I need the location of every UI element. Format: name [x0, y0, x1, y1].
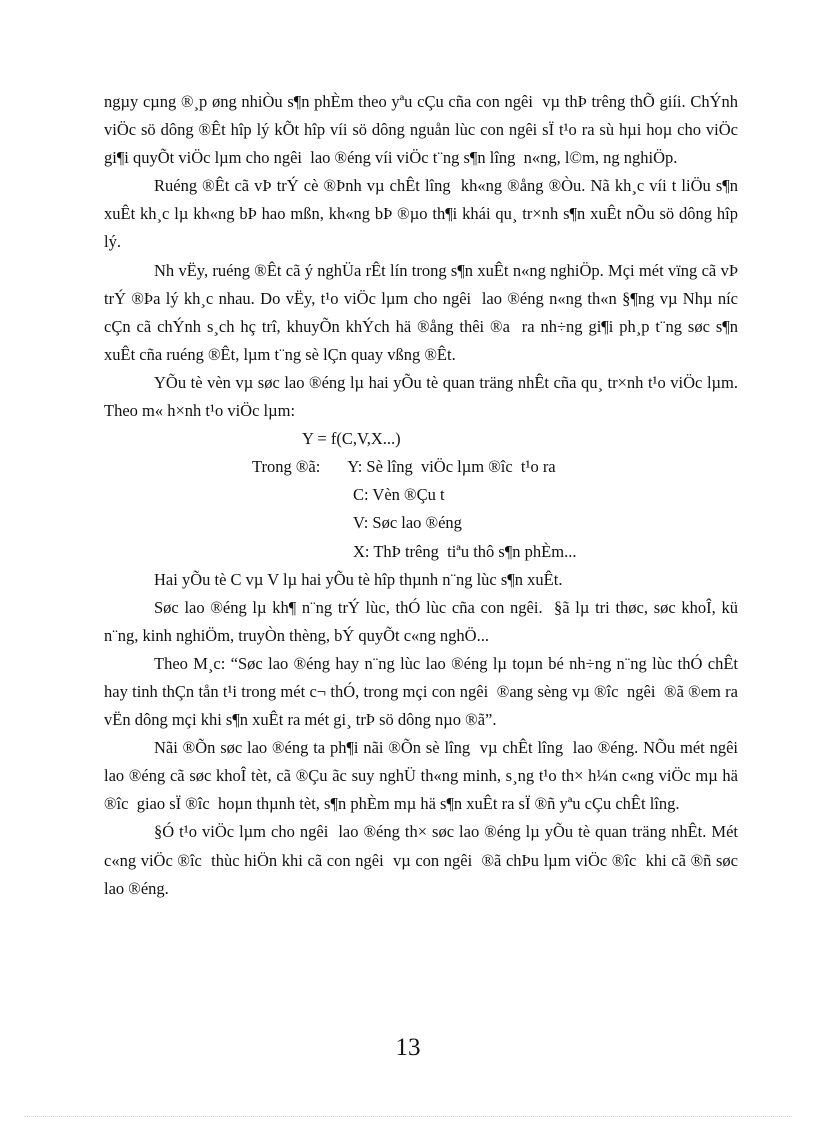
formula-where-row: [104, 453, 738, 481]
paragraph-3: Nh vËy, ruéng ®Êt cã ý nghÜa rÊt lín trong s¶n xuÊt n«ng nghiÖp. Mçi mét vïng cã vÞ trÝ ®Þa lý kh¸c nhau. Do vËy, t¹o viÖc lµm cho ngêi lao ®éng n«ng th«n §¶ng vµ Nhµ níc cÇn cã chÝnh s¸ch hç trî, khuyÕn khÝch hä ®ång thêi ®a ra nh÷ng gi¶i ph¸p t¨ng søc s¶n xuÊt cña ruéng ®Êt, lµm t¨ng sè lÇn quay vßng ®Êt.: [104, 260, 747, 364]
paragraph-4: YÕu tè vèn vµ søc lao ®éng lµ hai yÕu tè quan träng nhÊt cña qu¸ tr×nh t¹o viÖc lµm. Theo m« h×nh t¹o viÖc lµm:: [104, 372, 742, 421]
formula-item-x: X: ThÞ trêng tiªu thô s¶n phÈm...: [353, 541, 577, 561]
formula-equation: Y = f(C,V,X...): [302, 429, 401, 449]
page-number: 13: [395, 1034, 421, 1061]
formula-item-y: Y: Sè lîng viÖc lµm ®îc t¹o ra: [347, 457, 556, 477]
formula-where-label: Trong ®ã:: [252, 457, 321, 477]
paragraph-5: Hai yÕu tè C vµ V lµ hai yÕu tè hîp thµnh n¨ng lùc s¶n xuÊt.: [154, 569, 563, 589]
paragraph-7: Theo M¸c: “Søc lao ®éng hay n¨ng lùc lao ®éng lµ toµn bé nh÷ng n¨ng lùc thÓ chÊt hay tinh thÇn tån t¹i trong mét c¬ thÓ, trong mçi con ngêi ®ang sèng vµ ®îc ngêi ®ã ®em ra vËn dông mçi khi s¶n xuÊt ra mét gi¸ trÞ sö dông nµo ®ã”.: [104, 653, 743, 730]
paragraph-1: ngµy cµng ®¸p øng nhiÒu s¶n phÈm theo yªu cÇu cña con ngêi vµ thÞ trêng thÕ giíi. ChÝnh viÖc sö dông ®Êt hîp lý kÕt hîp víi sö dông nguån lùc con ngêi sÏ t¹o ra sù hµi hoµ cho viÖc gi¶i quyÕt viÖc lµm cho ngêi lao ®éng víi viÖc t¨ng s¶n lîng n«ng, l©m, ng nghiÖp.: [104, 92, 743, 168]
paragraph-9: §Ó t¹o viÖc lµm cho ngêi lao ®éng th× søc lao ®éng lµ yÕu tè quan träng nhÊt. Mét c«ng viÖc ®îc thùc hiÖn khi cã con ngêi vµ con ngêi ®ã chÞu lµm viÖc ®îc khi cã ®ñ søc lao ®éng.: [104, 822, 743, 898]
document-body: [104, 88, 747, 903]
formula-block: [104, 425, 738, 565]
page-bottom-divider: [24, 1116, 792, 1117]
paragraph-8: Nãi ®Õn søc lao ®éng ta ph¶i nãi ®Õn sè lîng vµ chÊt lîng lao ®éng. NÕu mét ngêi lao ®éng cã søc khoÎ tèt, cã ®Çu ãc suy nghÜ th«ng minh, s¸ng t¹o th× h¼n c«ng viÖc mµ hä ®îc giao sÏ ®îc hoµn thµnh tèt, s¶n phÈm mµ hä s¶n xuÊt ra sÏ ®ñ yªu cÇu chÊt lîng.: [104, 738, 747, 814]
formula-item-c: C: Vèn ®Çu t: [353, 485, 445, 505]
paragraph-2: Ruéng ®Êt cã vÞ trÝ cè ®Þnh vµ chÊt lîng kh«ng ®ång ®Òu. Nã kh¸c víi t liÖu s¶n xuÊt kh¸c lµ kh«ng bÞ hao mßn, kh«ng bÞ ®µo th¶i khái qu¸ tr×nh s¶n xuÊt nÕu sö dông hîp lý.: [104, 176, 743, 252]
formula-item-v: V: Søc lao ®éng: [353, 513, 462, 533]
paragraph-6: Søc lao ®éng lµ kh¶ n¨ng trÝ lùc, thÓ lùc cña con ngêi. §ã lµ tri thøc, søc khoÎ, kü n¨ng, kinh nghiÖm, truyÒn thèng, bÝ quyÕt c«ng nghÖ...: [104, 597, 743, 645]
